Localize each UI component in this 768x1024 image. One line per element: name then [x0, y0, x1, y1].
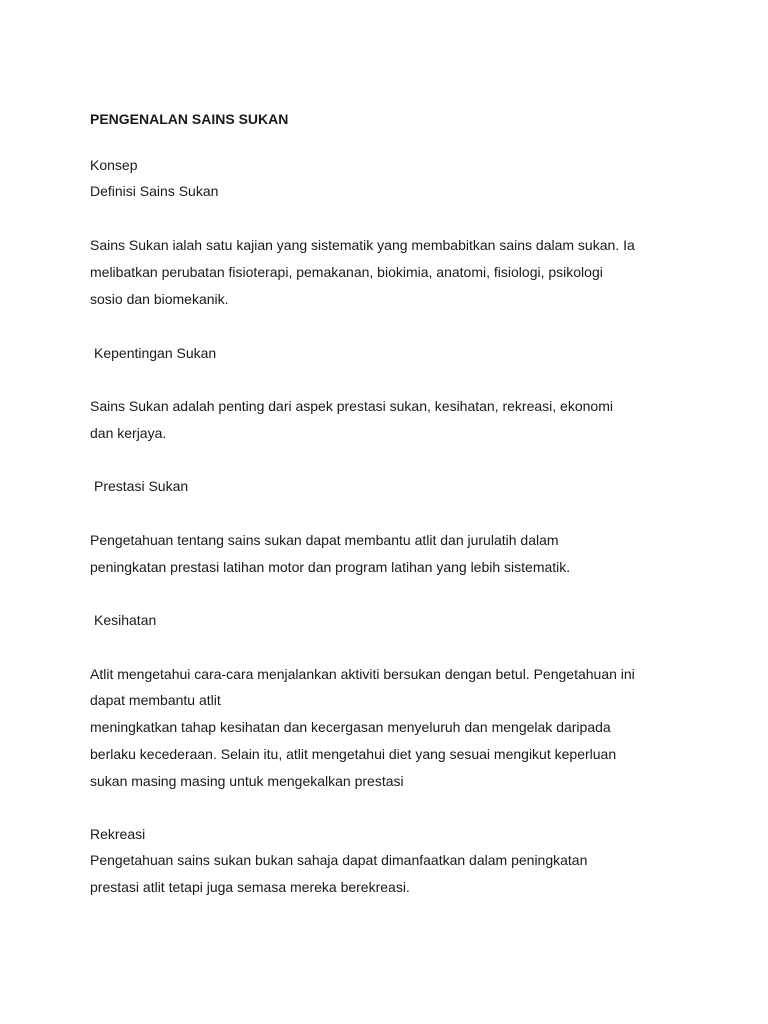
paragraph-line: Atlit mengetahui cara-cara menjalankan aktiviti bersukan dengan betul. Pengetahuan ini: [90, 666, 635, 682]
paragraph-line: Sains Sukan adalah penting dari aspek prestasi sukan, kesihatan, rekreasi, ekonomi: [90, 398, 613, 414]
heading-kesihatan: Kesihatan: [94, 612, 157, 628]
heading-rekreasi: Rekreasi: [90, 826, 146, 842]
paragraph-line: sosio dan biomekanik.: [90, 291, 229, 307]
paragraph-line: berlaku kecederaan. Selain itu, atlit mengetahui diet yang sesuai mengikut keperluan: [90, 746, 617, 762]
paragraph-line: Sains Sukan ialah satu kajian yang sistematik yang membabitkan sains dalam sukan. Ia: [90, 237, 635, 253]
paragraph-line: sukan masing masing untuk mengekalkan prestasi: [90, 773, 404, 789]
heading-prestasi: Prestasi Sukan: [94, 478, 189, 494]
paragraph-line: prestasi atlit tetapi juga semasa mereka berekreasi.: [90, 879, 410, 895]
document-title: PENGENALAN SAINS SUKAN: [90, 111, 289, 127]
heading-kepentingan: Kepentingan Sukan: [94, 345, 217, 361]
paragraph-line: meningkatkan tahap kesihatan dan kecergasan menyeluruh dan mengelak daripada: [90, 719, 611, 735]
paragraph-line: Pengetahuan sains sukan bukan sahaja dapat dimanfaatkan dalam peningkatan: [90, 852, 588, 868]
section-label-konsep: Konsep: [90, 157, 138, 173]
heading-definisi: Definisi Sains Sukan: [90, 183, 219, 199]
paragraph-line: Pengetahuan tentang sains sukan dapat membantu atlit dan jurulatih dalam: [90, 532, 559, 548]
paragraph-line: peningkatan prestasi latihan motor dan program latihan yang lebih sistematik.: [90, 559, 571, 575]
paragraph-line: dapat membantu atlit: [90, 692, 221, 708]
paragraph-line: melibatkan perubatan fisioterapi, pemakanan, biokimia, anatomi, fisiologi, psikologi: [90, 264, 603, 280]
paragraph-line: dan kerjaya.: [90, 425, 167, 441]
